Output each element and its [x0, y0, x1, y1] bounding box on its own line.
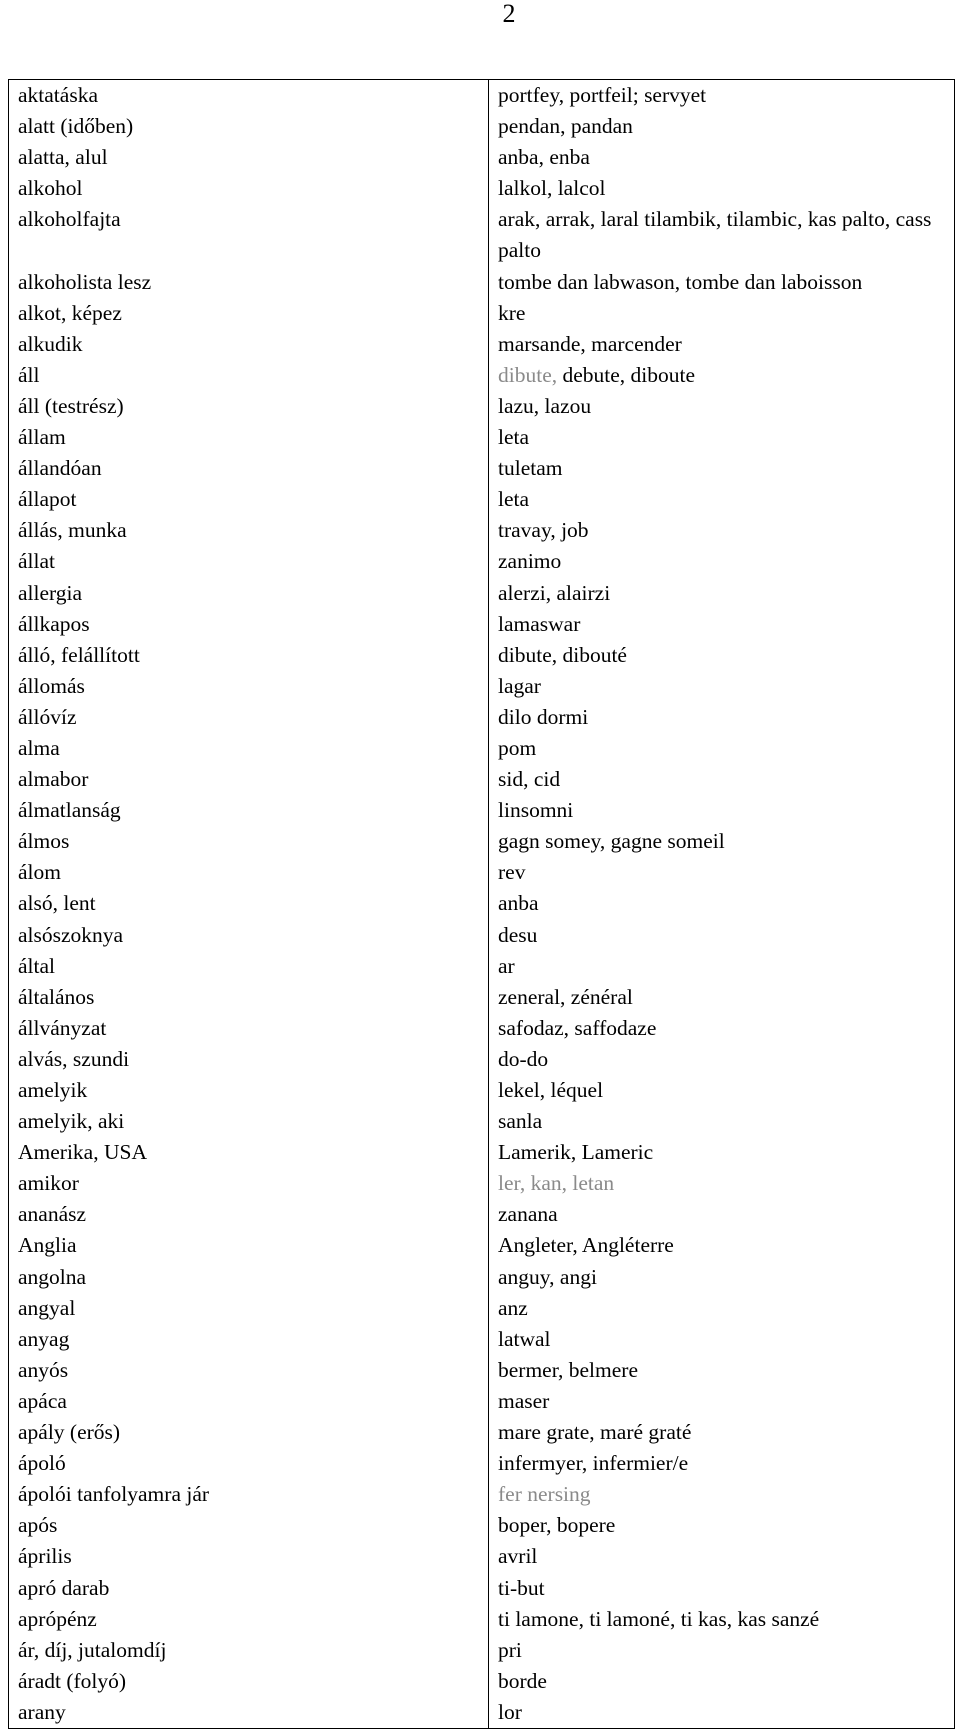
translation	[489, 982, 954, 1013]
hungarian-term: alma	[9, 733, 489, 764]
translation-muted-part: ler, kan, letan	[498, 1171, 615, 1196]
hungarian-term: angyal	[9, 1293, 489, 1324]
translation	[489, 1386, 954, 1417]
translation	[489, 826, 954, 857]
hungarian-term: alkot, képez	[9, 298, 489, 329]
translation-text: lazu, lazou	[498, 393, 592, 418]
table-row	[9, 1199, 954, 1230]
hungarian-term: allergia	[9, 578, 489, 609]
hungarian-term: alkohol	[9, 173, 489, 204]
table-row	[9, 267, 954, 298]
translation-text: Lamerik, Lameric	[498, 1140, 654, 1165]
translation	[489, 578, 954, 609]
hungarian-term: állam	[9, 422, 489, 453]
translation-text: marsande, marcender	[498, 331, 682, 356]
translation	[489, 1137, 954, 1168]
translation-text: leta	[498, 425, 530, 450]
table-row	[9, 204, 954, 266]
table-row	[9, 422, 954, 453]
hungarian-term: aktatáska	[9, 80, 489, 111]
hungarian-term: alatta, alul	[9, 142, 489, 173]
translation	[489, 1417, 954, 1448]
translation	[489, 204, 954, 266]
translation-text: dilo dormi	[498, 704, 589, 729]
hungarian-term: aprópénz	[9, 1604, 489, 1635]
hungarian-term: áll (testrész)	[9, 391, 489, 422]
table-row	[9, 640, 954, 671]
table-row	[9, 888, 954, 919]
table-row	[9, 671, 954, 702]
table-row	[9, 453, 954, 484]
table-row	[9, 1075, 954, 1106]
translation	[489, 1573, 954, 1604]
hungarian-term: alatt (időben)	[9, 111, 489, 142]
translation-text: anguy, angi	[498, 1264, 597, 1289]
hungarian-term: álló, felállított	[9, 640, 489, 671]
translation-text: portfey, portfeil; servyet	[498, 83, 707, 107]
page-number: 2	[502, 0, 516, 28]
hungarian-term: április	[9, 1541, 489, 1572]
hungarian-term: állandóan	[9, 453, 489, 484]
table-row	[9, 1293, 954, 1324]
translation	[489, 173, 954, 204]
hungarian-term: amelyik, aki	[9, 1106, 489, 1137]
table-row	[9, 609, 954, 640]
table-row	[9, 391, 954, 422]
hungarian-term: apály (erős)	[9, 1417, 489, 1448]
table-row	[9, 329, 954, 360]
translation-text: dibute, dibouté	[498, 642, 627, 667]
table-row	[9, 1510, 954, 1541]
translation	[489, 453, 954, 484]
translation	[489, 1324, 954, 1355]
translation-text: zanimo	[498, 549, 562, 574]
hungarian-term: áradt (folyó)	[9, 1666, 489, 1697]
hungarian-term: álom	[9, 857, 489, 888]
translation	[489, 298, 954, 329]
translation-text: infermyer, infermier/e	[498, 1451, 689, 1476]
hungarian-term: állat	[9, 546, 489, 577]
table-row	[9, 484, 954, 515]
translation	[489, 920, 954, 951]
translation	[489, 1355, 954, 1386]
translation	[489, 951, 954, 982]
translation	[489, 329, 954, 360]
table-row	[9, 360, 954, 391]
hungarian-term: Amerika, USA	[9, 1137, 489, 1168]
table-row	[9, 80, 954, 111]
hungarian-term: alkudik	[9, 329, 489, 360]
table-row	[9, 702, 954, 733]
translation	[489, 111, 954, 142]
translation-text: arak, arrak, laral tilambik, tilambic, kas palto, cass palto	[498, 207, 932, 263]
hungarian-term: állapot	[9, 484, 489, 515]
table-row	[9, 1541, 954, 1572]
translation-text: lalkol, lalcol	[498, 176, 606, 201]
hungarian-term: általános	[9, 982, 489, 1013]
table-row	[9, 578, 954, 609]
translation	[489, 1635, 954, 1666]
translation-text: travay, job	[498, 518, 589, 543]
table-row	[9, 1666, 954, 1697]
translation-text: Angleter, Angléterre	[498, 1233, 674, 1258]
hungarian-term: álmos	[9, 826, 489, 857]
hungarian-term: angolna	[9, 1262, 489, 1293]
hungarian-term: após	[9, 1510, 489, 1541]
table-row	[9, 1697, 954, 1728]
translation	[489, 640, 954, 671]
table-row	[9, 1168, 954, 1199]
table-row	[9, 173, 954, 204]
translation	[489, 857, 954, 888]
hungarian-term: állványzat	[9, 1013, 489, 1044]
hungarian-term: alkoholista lesz	[9, 267, 489, 298]
translation	[489, 515, 954, 546]
table-row	[9, 1137, 954, 1168]
table-row	[9, 1013, 954, 1044]
translation	[489, 671, 954, 702]
translation	[489, 1262, 954, 1293]
table-row	[9, 1324, 954, 1355]
hungarian-term: alsószoknya	[9, 920, 489, 951]
translation-text: zanana	[498, 1202, 558, 1227]
translation	[489, 267, 954, 298]
translation-text: ar	[498, 953, 515, 978]
dictionary-table	[8, 79, 955, 1729]
translation	[489, 80, 954, 111]
hungarian-term: alkoholfajta	[9, 204, 489, 266]
hungarian-term: áll	[9, 360, 489, 391]
table-row	[9, 1604, 954, 1635]
hungarian-term: arany	[9, 1697, 489, 1728]
translation	[489, 1448, 954, 1479]
translation	[489, 609, 954, 640]
hungarian-term: anyag	[9, 1324, 489, 1355]
table-row	[9, 1417, 954, 1448]
hungarian-term: ápolói tanfolyamra jár	[9, 1479, 489, 1510]
translation	[489, 1106, 954, 1137]
translation-text: sid, cid	[498, 767, 561, 792]
translation-text: leta	[498, 487, 530, 512]
translation	[489, 1230, 954, 1261]
hungarian-term: állkapos	[9, 609, 489, 640]
translation-text: latwal	[498, 1326, 551, 1351]
table-row	[9, 142, 954, 173]
translation	[489, 764, 954, 795]
translation-text: borde	[498, 1668, 547, 1693]
translation-text: debute, diboute	[557, 362, 696, 387]
translation	[489, 1075, 954, 1106]
translation-text: kre	[498, 300, 526, 325]
translation	[489, 1044, 954, 1075]
translation-text: lagar	[498, 673, 541, 698]
translation	[489, 391, 954, 422]
translation	[489, 546, 954, 577]
translation	[489, 888, 954, 919]
translation-text: maser	[498, 1388, 550, 1413]
table-row	[9, 826, 954, 857]
table-row	[9, 1479, 954, 1510]
translation-text: anba, enba	[498, 145, 590, 170]
translation-text: desu	[498, 922, 538, 947]
table-row	[9, 1448, 954, 1479]
hungarian-term: alvás, szundi	[9, 1044, 489, 1075]
translation	[489, 795, 954, 826]
translation	[489, 1479, 954, 1510]
translation-text: lamaswar	[498, 611, 581, 636]
translation-text: lekel, léquel	[498, 1078, 604, 1102]
table-row	[9, 111, 954, 142]
translation	[489, 1199, 954, 1230]
translation	[489, 733, 954, 764]
translation-text: ti-but	[498, 1575, 545, 1600]
translation	[489, 1666, 954, 1697]
hungarian-term: ápoló	[9, 1448, 489, 1479]
translation-text: anz	[498, 1295, 528, 1320]
translation	[489, 1293, 954, 1324]
table-row	[9, 857, 954, 888]
translation-text: lor	[498, 1699, 522, 1724]
hungarian-term: állóvíz	[9, 702, 489, 733]
table-row	[9, 1230, 954, 1261]
translation-text: ti lamone, ti lamoné, ti kas, kas sanzé	[498, 1606, 820, 1631]
translation-text: pri	[498, 1637, 522, 1662]
translation-text: do-do	[498, 1046, 549, 1071]
table-row	[9, 764, 954, 795]
translation	[489, 142, 954, 173]
translation	[489, 1510, 954, 1541]
table-row	[9, 733, 954, 764]
translation-text: bermer, belmere	[498, 1357, 639, 1382]
translation-text: pendan, pandan	[498, 114, 633, 139]
translation-text: rev	[498, 860, 526, 885]
translation-text: linsomni	[498, 798, 574, 823]
hungarian-term: ananász	[9, 1199, 489, 1230]
translation-text: tombe dan labwason, tombe dan laboisson	[498, 269, 863, 294]
translation-text: boper, bopere	[498, 1513, 616, 1538]
translation-text: avril	[498, 1544, 538, 1569]
hungarian-term: alsó, lent	[9, 888, 489, 919]
table-row	[9, 795, 954, 826]
table-row	[9, 951, 954, 982]
translation-text: sanla	[498, 1109, 543, 1134]
hungarian-term: amelyik	[9, 1075, 489, 1106]
translation	[489, 1697, 954, 1728]
translation-text: safodaz, saffodaze	[498, 1015, 657, 1040]
table-row	[9, 982, 954, 1013]
hungarian-term: apró darab	[9, 1573, 489, 1604]
translation-text: tuletam	[498, 456, 563, 481]
hungarian-term: anyós	[9, 1355, 489, 1386]
translation	[489, 1013, 954, 1044]
hungarian-term: ár, díj, jutalomdíj	[9, 1635, 489, 1666]
translation	[489, 702, 954, 733]
table-row	[9, 1355, 954, 1386]
translation-text: zeneral, zénéral	[498, 984, 633, 1009]
table-row	[9, 298, 954, 329]
translation	[489, 360, 954, 391]
hungarian-term: állás, munka	[9, 515, 489, 546]
table-row	[9, 1044, 954, 1075]
translation	[489, 1168, 954, 1199]
hungarian-term: által	[9, 951, 489, 982]
hungarian-term: Anglia	[9, 1230, 489, 1261]
translation	[489, 1604, 954, 1635]
table-row	[9, 1106, 954, 1137]
translation-text: mare grate, maré graté	[498, 1420, 692, 1445]
translation-text: alerzi, alairzi	[498, 580, 611, 605]
translation	[489, 422, 954, 453]
translation-text: gagn somey, gagne someil	[498, 829, 725, 854]
table-row	[9, 1573, 954, 1604]
translation	[489, 484, 954, 515]
table-row	[9, 1635, 954, 1666]
hungarian-term: álmatlanság	[9, 795, 489, 826]
table-row	[9, 1386, 954, 1417]
hungarian-term: almabor	[9, 764, 489, 795]
table-row	[9, 920, 954, 951]
translation-text: pom	[498, 735, 537, 760]
translation-muted-part: dibute,	[498, 362, 558, 387]
table-row	[9, 515, 954, 546]
hungarian-term: állomás	[9, 671, 489, 702]
table-row	[9, 546, 954, 577]
translation-text: anba	[498, 891, 539, 916]
table-row	[9, 1262, 954, 1293]
translation-muted-part: fer nersing	[498, 1482, 591, 1507]
hungarian-term: amikor	[9, 1168, 489, 1199]
hungarian-term: apáca	[9, 1386, 489, 1417]
translation	[489, 1541, 954, 1572]
